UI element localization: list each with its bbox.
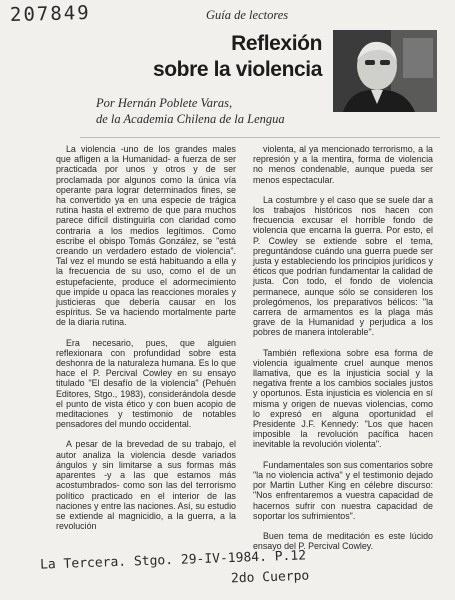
paragraph: violenta, al ya mencionado terrorismo, a la represión y a la mentira, forma de violencia no menos condenable, aunque pueda ser menos espectacular. [253,144,433,185]
archive-number: 207849 [9,1,91,27]
article-column-left [56,144,236,530]
byline-author: Por Hernán Poblete Varas, [96,96,233,110]
byline-affiliation: de la Academia Chilena de la Lengua [96,112,285,126]
paragraph: Buen tema de meditación es este lúcido ensayo del P. Percival Cowley. [253,530,433,552]
title-line-1: Reflexión [231,32,322,55]
paragraph: Fundamentales son sus comentarios sobre "la no violencia activa" y el testimonio dejado por Martin Luther King en célebre discurso: "Nos enfrentaremos a vuestra capacidad de hacernos sufrir con nuestra capacidad de soportar los sufrimientos". [253,459,433,521]
handwritten-source-note: La Tercera. Stgo. 29-IV-1984. P.12 [39,548,307,573]
author-portrait-photo [333,30,437,112]
paragraph: Era necesario, pues, que alguien reflexionara con profundidad sobre esta deshonra de la naturaleza humana. Es lo que hace el P. Percival Cowley en su ensayo titulado "El desafío de la violencia" (Pehuén Editores, Stgo., 1983), considerándola desde el punto de vista ético y con buen acopio de meditaciones y testimonio de notables pensadores del mundo occidental. [56,337,236,430]
handwritten-section-note: 2do Cuerpo [230,568,310,587]
paragraph: A pesar de la brevedad de su trabajo, el autor analiza la violencia desde variados ángulos y sin limitarse a sus formas más aparentes -y a las que estamos más acostumbrados- como son las del terrorismo político practicado en el interior de las naciones y entre las naciones. Así, su estudio se extiende al magnicidio, a la guerra, a la revolución [56,439,236,532]
paragraph: La violencia -uno de los grandes males que afligen a la Humanidad- a fuerza de ser practicada por unos y otros y de ser proclamada por algunos como la única vía operante para lograr determinados fines, se ha convertido ya en una especie de trágica rutina hasta el extremo de que para muchos parece difícil distinguirla con claridad como contraria a los medios legítimos. Como escribe el obispo Tomás González, se "está creando un verdadero estado de violencia". Tal vez el mundo se está habituando a ella y la frecuencia de su uso, como el de un estupefaciente, produce el adormecimiento que impide u opaca las reacciones morales y justicieras que debería causar en los espíritus. Se va haciendo mortalmente parte de la diaria rutina. [56,144,236,328]
divider [80,137,440,138]
paragraph: También reflexiona sobre esa forma de violencia igualmente cruel aunque menos llamativa, que es la injusticia social y la negativa frente a los cambios sociales justos y oportunos. Esta injusticia es violencia en sí misma y origen de nuevas violencias, como lo expresó en alguna oportunidad el Presidente J.F. Kennedy: "Los que hacen imposible la revolución pacífica hacen inevitable la revolución violenta". [253,347,433,450]
paragraph: La costumbre y el caso que se suele dar a los trabajos históricos nos hacen con frecuencia excusar el horrible fondo de violencia que encarna la guerra. Por esto, el P. Cowley se extiende sobre el tema, preguntándose cuándo una guerra puede ser justa y estableciendo los principios jurídicos y éticos que podrían fundamentar la calidad de justa. Con todo, el fondo de violencia permanece, aunque sólo se consideren los prolegómenos, los preparativos bélicos: "la carrera de armamentos es la plaga más grave de la Humanidad y perjudica a los pobres de manera intolerable". [253,194,433,338]
article-column-right [253,144,433,552]
byline [96,95,285,127]
article-title [140,31,322,83]
section-label: Guía de lectores [206,8,289,22]
title-line-2: sobre la violencia [152,58,322,81]
